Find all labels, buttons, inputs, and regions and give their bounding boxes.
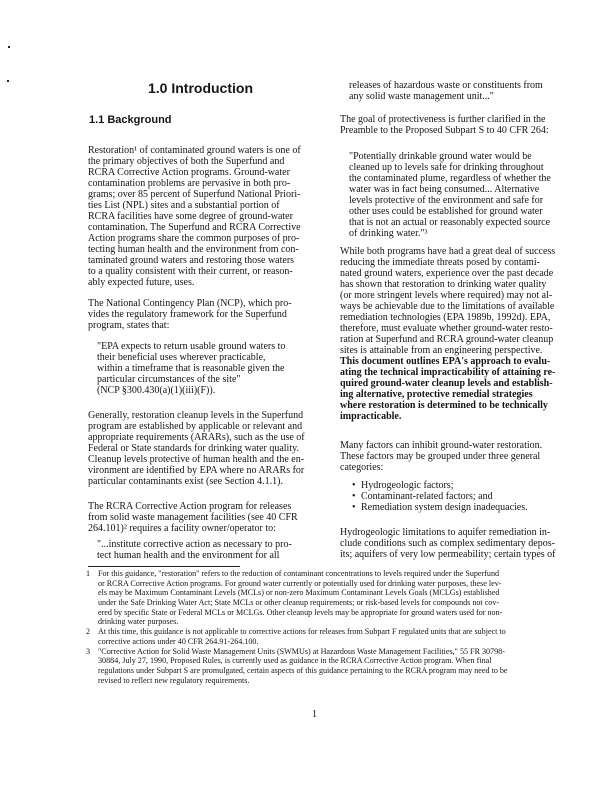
footnote-number: 1 [86,569,91,578]
bullet-item [352,491,528,502]
bullet-icon: • [352,502,356,513]
text-line: The goal of protectiveness is further clarified in the [340,114,546,125]
text-line: to a quality consistent with their current, or reason- [88,266,293,277]
text-line: categories: [340,462,384,473]
text-line: "EPA expects to return usable ground waters to [97,341,286,352]
text-line: ered by specific State or Federal MCLs or MCLGs. Other cleanup levels may be appropriate for ground waters used for non- [98,607,503,617]
text-line: the contaminated plume, regardless of whether the [349,173,551,184]
text-line: (NCP §300.430(a)(1)(iii)(F)). [97,385,216,396]
text-line: tecting human health and the environment from con- [88,244,299,255]
text-line: program are established by applicable or relevant and [88,421,303,432]
text-line: ties List (NPL) sites and a substantial portion of [88,200,280,211]
text-line: or RCRA Corrective Action programs. For ground water currently or potentially used for drinking water purposes, these lev- [98,578,502,588]
text-line: sites is attainable from an engineering perspective. [340,345,543,356]
text-line: RCRA facilities have some degree of ground-water [88,211,293,222]
text-line: its; aquifers of very low permeability; certain types of [340,549,556,560]
text-line: This document outlines EPA's approach to evalu- [340,356,551,367]
text-line: ating the technical impracticability of attaining re- [340,367,556,378]
text-line: For this guidance, "restoration" refers to the reduction of contaminant concentrations to levels required under the Superfund [98,569,500,578]
footnote [86,627,508,646]
text-line: contamination problems are pervasive in both pro- [88,178,291,189]
bullet-text: Contaminant-related factors; and [361,491,493,502]
text-line: While both programs have had a great deal of success [340,246,556,257]
text-line: ration at Superfund and RCRA ground-water cleanup [340,334,554,345]
text-line: The RCRA Corrective Action program for releases [88,501,292,512]
footnote-text [98,647,508,686]
text-line: water was in fact being consumed... Alternative [349,184,540,195]
text-line: under the Safe Drinking Water Act; State MCLs or other cleanup requirements; or risk-based levels for compounds not cov- [98,598,500,608]
text-line: that is not an actual or reasonably expected source [349,217,551,228]
section-heading: 1.0 Introduction [148,80,253,96]
text-line: "Potentially drinkable ground water would be [349,151,532,162]
text-line: releases of hazardous waste or constituents from [349,80,543,91]
page-number: 1 [312,709,317,720]
text-line: 264.101)² requires a facility owner/operator to: [88,523,276,534]
scan-speck [7,80,9,82]
bullet-text: Hydrogeologic factors; [361,480,454,491]
bullet-list [352,480,528,513]
text-line: ways be achievable due to the limitations of available [340,301,555,312]
footnotes [86,569,508,685]
footnote-text [98,627,506,646]
text-line: particular circumstances of the site" [97,374,241,385]
text-line: regulations under Subpart S are promulgated, certain aspects of this guidance pertaining to the RCRA program may need to be [98,665,508,675]
text-line: reducing the immediate threats posed by contami- [340,257,540,268]
footnote [86,569,508,627]
text-line: drinking water purposes. [98,617,179,627]
text-line: clude conditions such as complex sedimentary depos- [340,538,555,549]
text-line: the primary objectives of both the Superfund and [88,156,285,167]
text-line: ably expected future, uses. [88,277,195,288]
block-quote [349,151,551,239]
scan-speck [8,46,10,48]
bullet-icon: • [352,480,356,491]
text-line: any solid waste management unit..." [349,91,494,102]
text-line: els may be Maximum Contaminant Levels (MCLs) or non-zero Maximum Contaminant Levels Goals (MCLGs) established [98,588,500,598]
text-line: Cleanup levels protective of human health and the en- [88,454,305,465]
bullet-icon: • [352,491,356,502]
text-line: nated ground waters, experience over the past decade [340,268,554,279]
text-line: (or more stringent levels where required) may not al- [340,290,553,301]
bullet-text: Remediation system design inadequacies. [361,502,528,513]
footnote-rule [88,566,240,567]
footnote [86,647,508,686]
text-line: 30884, July 27, 1990, Proposed Rules, is currently used as guidance in the RCRA Corrective Action program. When final [98,656,492,666]
text-line: corrective actions under 40 CFR 264.91-264.100. [98,636,259,646]
text-line: Action programs share the common purposes of pro- [88,233,300,244]
text-line: tect human health and the environment for all [97,550,280,561]
paragraph [88,501,298,534]
paragraph [88,298,292,331]
text-line: levels protective of the environment and safe for [349,195,544,206]
text-line: cleaned up to levels safe for drinking throughout [349,162,544,173]
text-line: revised to reflect new regulatory requirements. [98,675,250,685]
paragraph [340,440,542,473]
text-line: their beneficial uses wherever practicable, [97,352,266,363]
block-quote [97,341,285,396]
bullet-item [352,502,528,513]
bullet-item [352,480,528,491]
text-line: impracticable. [340,411,402,422]
paragraph [88,410,305,487]
text-line: other uses could be established for ground water [349,206,543,217]
text-line: Restoration¹ of contaminated ground waters is one of [88,145,301,156]
text-line: of drinking water."³ [349,228,428,239]
text-line: quired ground-water cleanup levels and establish- [340,378,553,389]
text-line: taminated ground waters and restoring those waters [88,255,295,266]
text-line: "Corrective Action for Solid Waste Management Units (SWMUs) at Hazardous Waste Management Facilities," 55 FR 30798- [98,646,505,656]
text-line: RCRA Corrective Action programs. Ground-water [88,167,290,178]
text-line: Many factors can inhibit ground-water restoration. [340,440,543,451]
text-line: remediation technologies (EPA 1989b, 1992d). EPA, [340,312,551,323]
text-line: ing alternative, protective remedial strategies [340,389,533,400]
footnote-number: 2 [86,627,91,637]
text-line: Hydrogeologic limitations to aquifer remediation in- [340,527,551,538]
text-line: program, states that: [88,320,170,331]
text-line: within a timeframe that is reasonable given the [97,363,285,374]
block-quote [349,80,543,102]
text-line: These factors may be grouped under three general [340,451,541,462]
text-line: therefore, must evaluate whether ground-water resto- [340,323,553,334]
text-line: "...institute corrective action as necessary to pro- [97,539,292,550]
paragraph [340,527,556,560]
text-line: grams; over 85 percent of Superfund National Priori- [88,189,301,200]
text-line: appropriate requirements (ARARs), such as the use of [88,432,305,443]
block-quote [97,539,292,561]
text-line: At this time, this guidance is not applicable to corrective actions for releases from Subpart F regulated units that are subject to [98,627,506,637]
paragraph [340,114,549,136]
text-line: particular contaminants exist (see Section 4.1.1). [88,476,283,487]
text-line: has shown that restoration to drinking water quality [340,279,547,290]
paragraph [88,145,301,288]
text-line: Federal or State standards for drinking water quality. [88,443,299,454]
text-line: The National Contingency Plan (NCP), which pro- [88,298,292,309]
text-line: vironment are identified by EPA where no ARARs for [88,465,305,476]
text-line: contamination. The Superfund and RCRA Corrective [88,222,301,233]
subsection-heading: 1.1 Background [89,114,172,126]
text-line: from solid waste management facilities (see 40 CFR [88,512,298,523]
paragraph [340,246,555,422]
text-line: Preamble to the Proposed Subpart S to 40 CFR 264: [340,125,549,136]
footnote-number: 3 [86,646,91,656]
text-line: Generally, restoration cleanup levels in the Superfund [88,410,304,421]
text-line: vides the regulatory framework for the Superfund [88,309,287,320]
text-line: where restoration is determined to be technically [340,400,548,411]
footnote-text [98,569,502,627]
